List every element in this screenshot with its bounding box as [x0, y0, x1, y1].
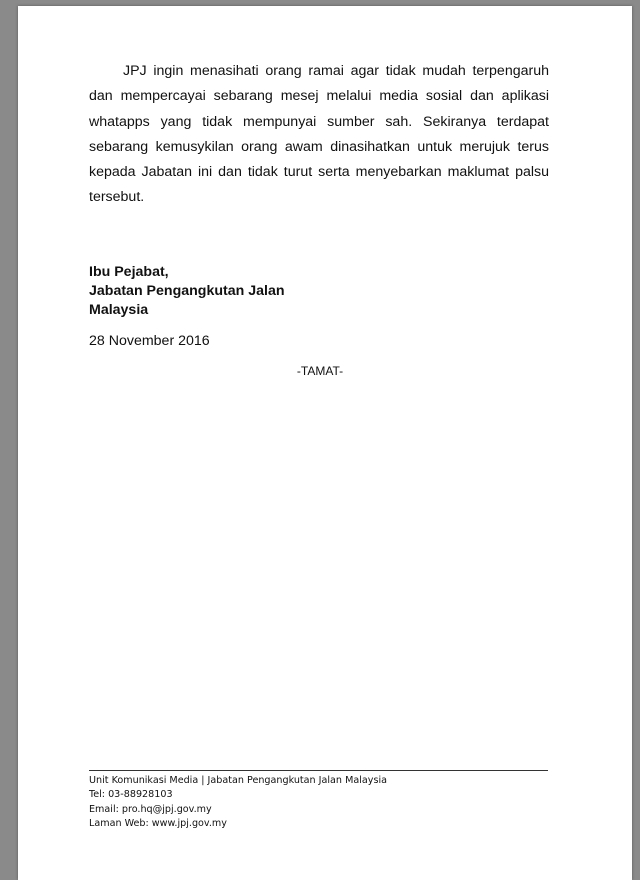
signature-office: Ibu Pejabat,	[89, 264, 169, 280]
footer-divider	[89, 770, 548, 771]
signature-country: Malaysia	[89, 302, 149, 318]
signature-block	[89, 263, 285, 320]
footer-website: Laman Web: www.jpj.gov.my	[89, 818, 227, 830]
end-mark: -TAMAT-	[296, 364, 344, 378]
signature-department: Jabatan Pengangkutan Jalan	[89, 283, 285, 299]
footer	[89, 774, 387, 832]
document-date: 28 November 2016	[89, 333, 210, 349]
footer-email: Email: pro.hq@jpj.gov.my	[89, 803, 212, 815]
body-paragraph: JPJ ingin menasihati orang ramai agar tidak mudah terpengaruh dan mempercayai sebarang mesej melalui media sosial dan aplikasi whatapps yang tidak mempunyai sumber sah. Sekiranya terdapat sebarang kemusykilan orang awam dinasihatkan untuk merujuk terus kepada Jabatan ini dan tidak turut serta menyebarkan maklumat palsu tersebut.	[89, 63, 549, 206]
footer-telephone: Tel: 03-88928103	[89, 789, 173, 801]
document-page	[18, 6, 632, 880]
footer-unit: Unit Komunikasi Media | Jabatan Pengangkutan Jalan Malaysia	[89, 775, 387, 786]
